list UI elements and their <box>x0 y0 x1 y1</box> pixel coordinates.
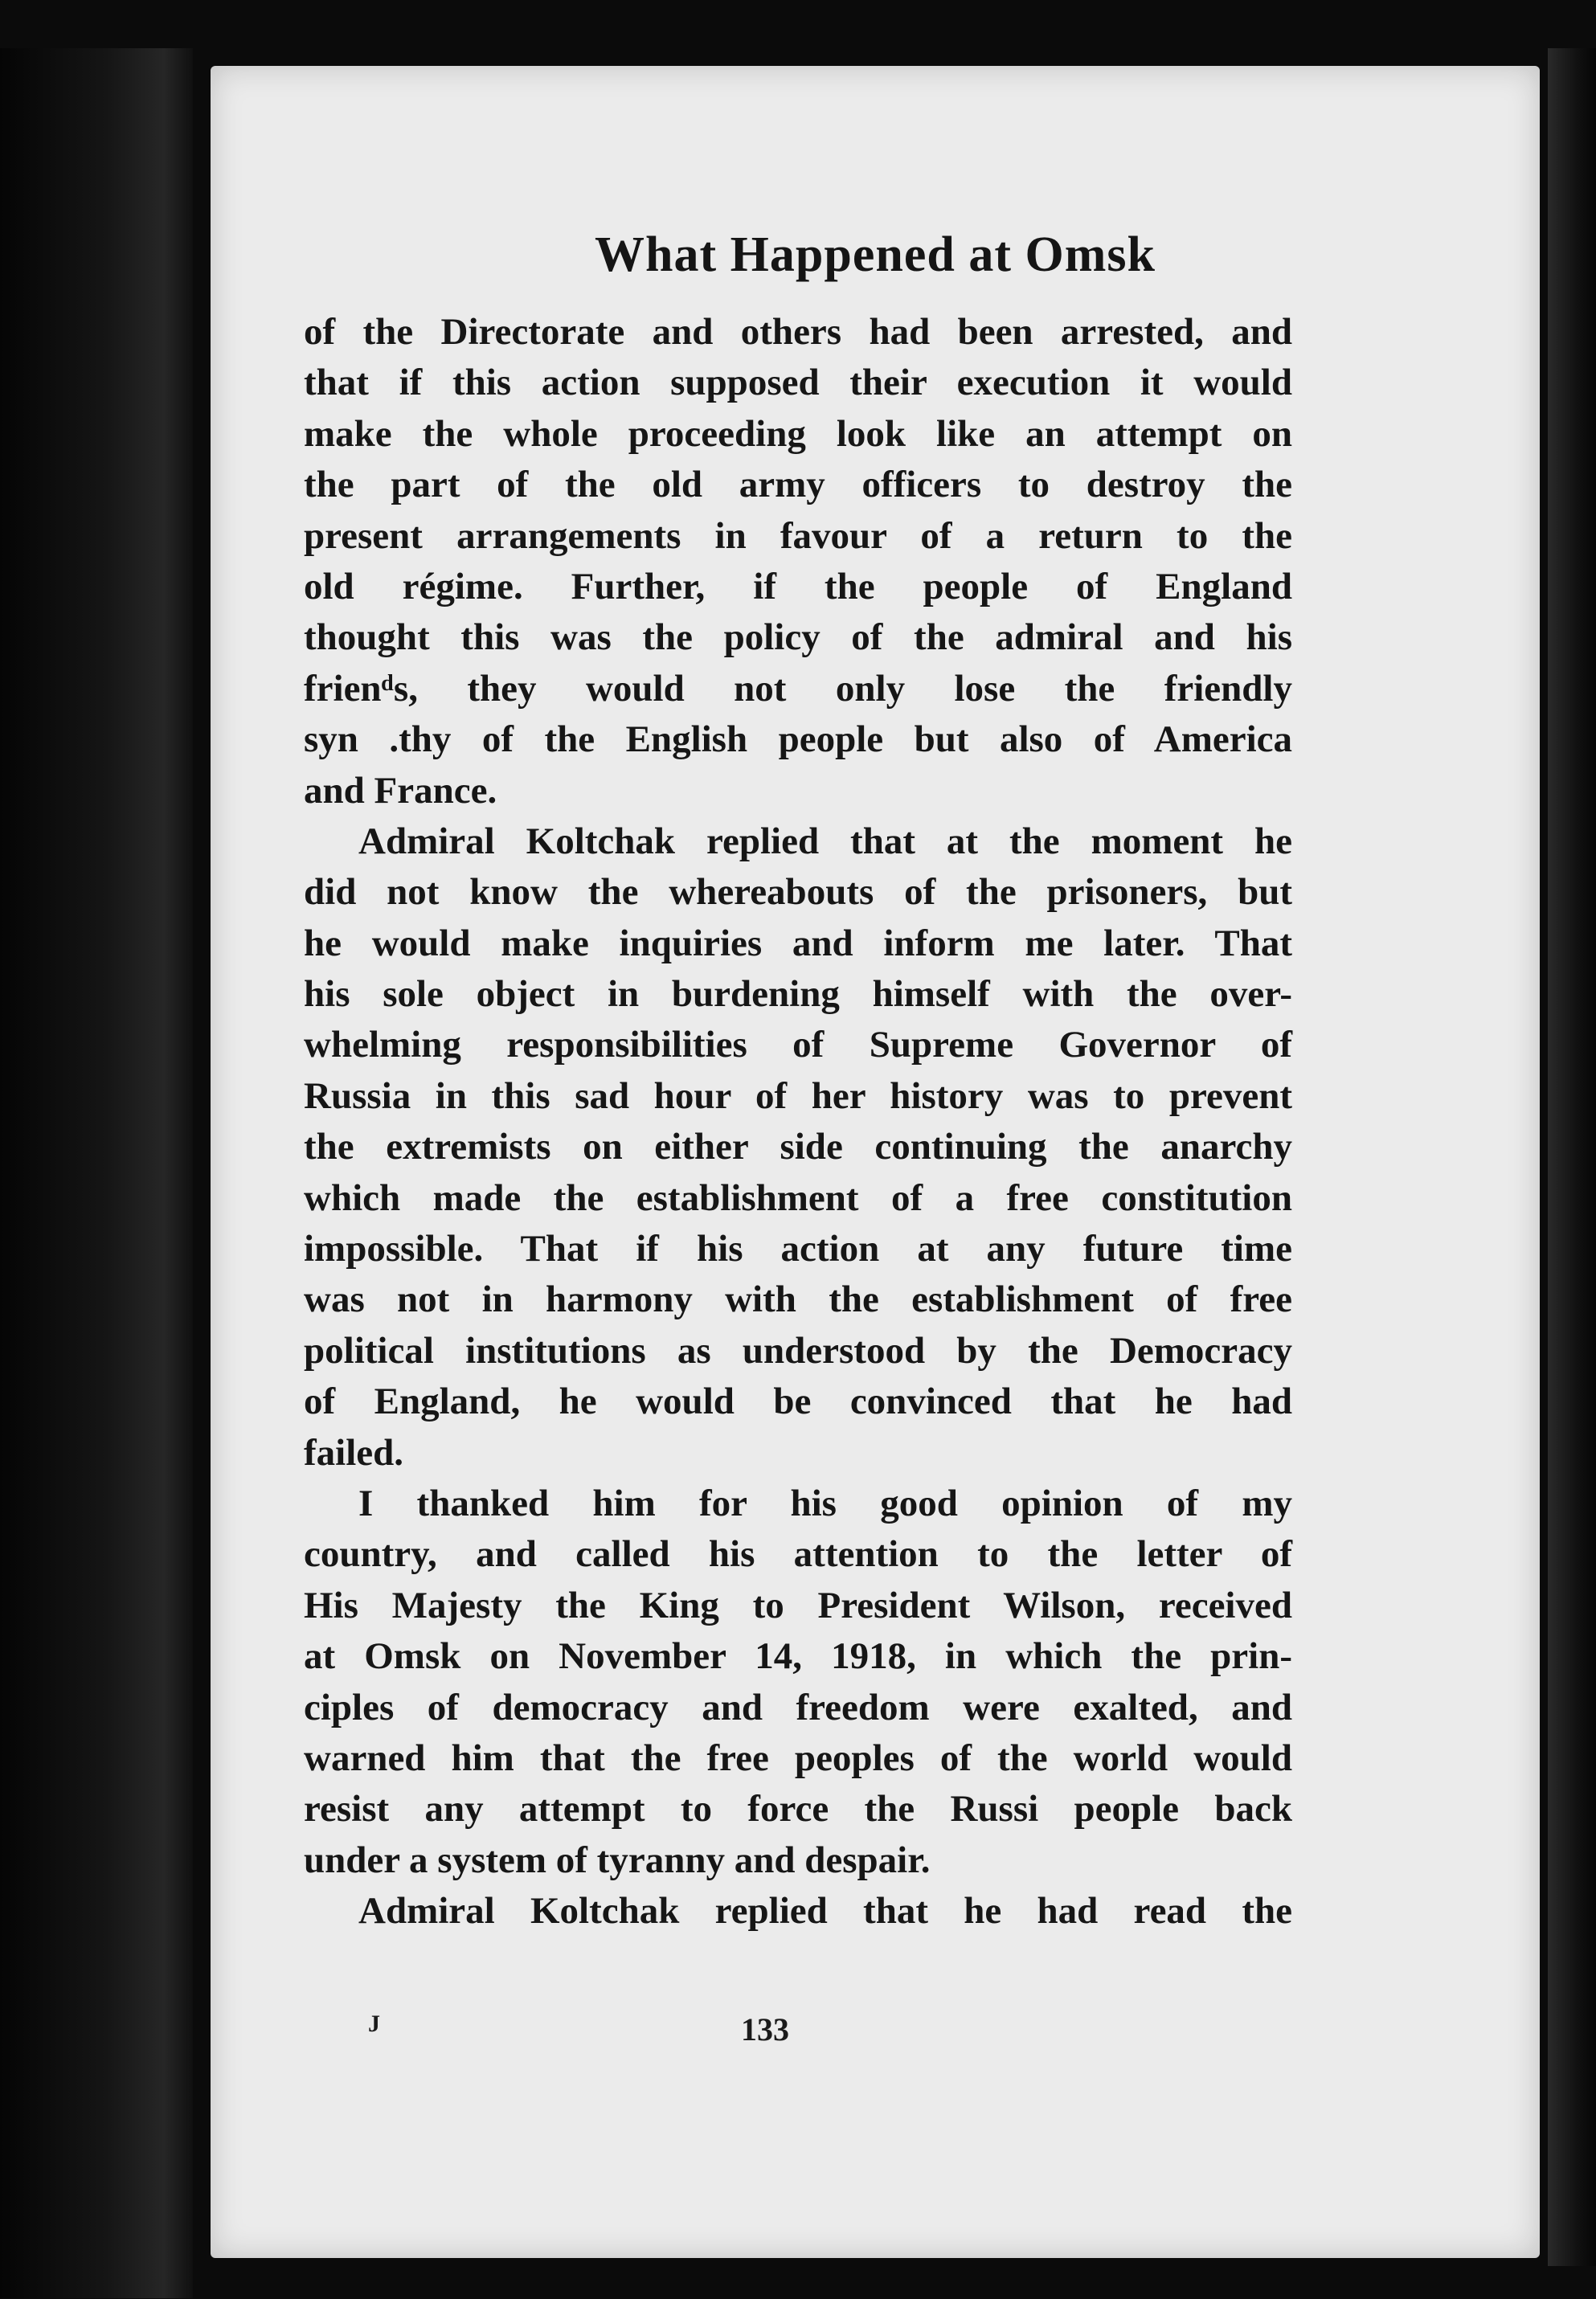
book-fore-edge <box>1548 48 1596 2266</box>
text-line: make the whole proceeding look like an attempt on <box>304 412 1292 455</box>
text-line: political institutions as understood by the Democracy <box>304 1329 1292 1372</box>
text-line: under a system of tyranny and despair. <box>304 1839 931 1881</box>
text-line: thought this was the policy of the admiral and his <box>304 616 1292 659</box>
text-line: the extremists on either side continuing the anarchy <box>304 1126 1292 1168</box>
text-line: was not in harmony with the establishment of free <box>304 1278 1292 1321</box>
text-line: present arrangements in favour of a return to the <box>304 514 1292 557</box>
text-line: Russia in this sad hour of her history was to prevent <box>304 1074 1292 1117</box>
text-line: syn .thy of the English people but also of America <box>304 718 1292 761</box>
text-line: resist any attempt to force the Russi people back <box>304 1788 1292 1831</box>
text-line: His Majesty the King to President Wilson, received <box>304 1584 1292 1626</box>
text-line: of England, he would be convinced that he had <box>304 1381 1292 1423</box>
text-line: the part of the old army officers to destroy the <box>304 464 1292 506</box>
text-line: ciples of democracy and freedom were exalted, and <box>304 1686 1292 1728</box>
text-line: which made the establishment of a free constitution <box>304 1176 1292 1219</box>
signature-mark: J <box>368 2011 380 2037</box>
text-line: impossible. That if his action at any future time <box>304 1228 1292 1270</box>
text-line: whelming responsibilities of Supreme Governor of <box>304 1024 1292 1066</box>
body-text <box>304 307 1292 1937</box>
page-number: 133 <box>741 2011 789 2047</box>
text-line: frienᵈs, they would not only lose the friendly <box>304 667 1292 710</box>
text-line: Admiral Koltchak replied that he had read the <box>358 1890 1292 1933</box>
text-line: I thanked him for his good opinion of my <box>358 1482 1292 1524</box>
text-line: did not know the whereabouts of the prisoners, but <box>304 871 1292 914</box>
text-line: of the Directorate and others had been arrested, and <box>304 311 1292 353</box>
text-line: he would make inquiries and inform me later. That <box>304 922 1292 964</box>
text-line: warned him that the free peoples of the world would <box>304 1737 1292 1779</box>
text-line: failed. <box>304 1431 404 1474</box>
text-line: at Omsk on November 14, 1918, in which the prin- <box>304 1635 1292 1678</box>
text-line: his sole object in burdening himself with the over- <box>304 973 1292 1016</box>
book-spine-edge <box>0 48 193 2298</box>
book-page <box>211 66 1540 2258</box>
text-line: Admiral Koltchak replied that at the moment he <box>358 820 1292 862</box>
text-line: country, and called his attention to the letter of <box>304 1533 1292 1576</box>
text-line: that if this action supposed their execution it would <box>304 362 1292 404</box>
running-head: What Happened at Omsk <box>595 227 1156 282</box>
text-line: and France. <box>304 769 497 812</box>
text-line: old régime. Further, if the people of England <box>304 565 1292 607</box>
